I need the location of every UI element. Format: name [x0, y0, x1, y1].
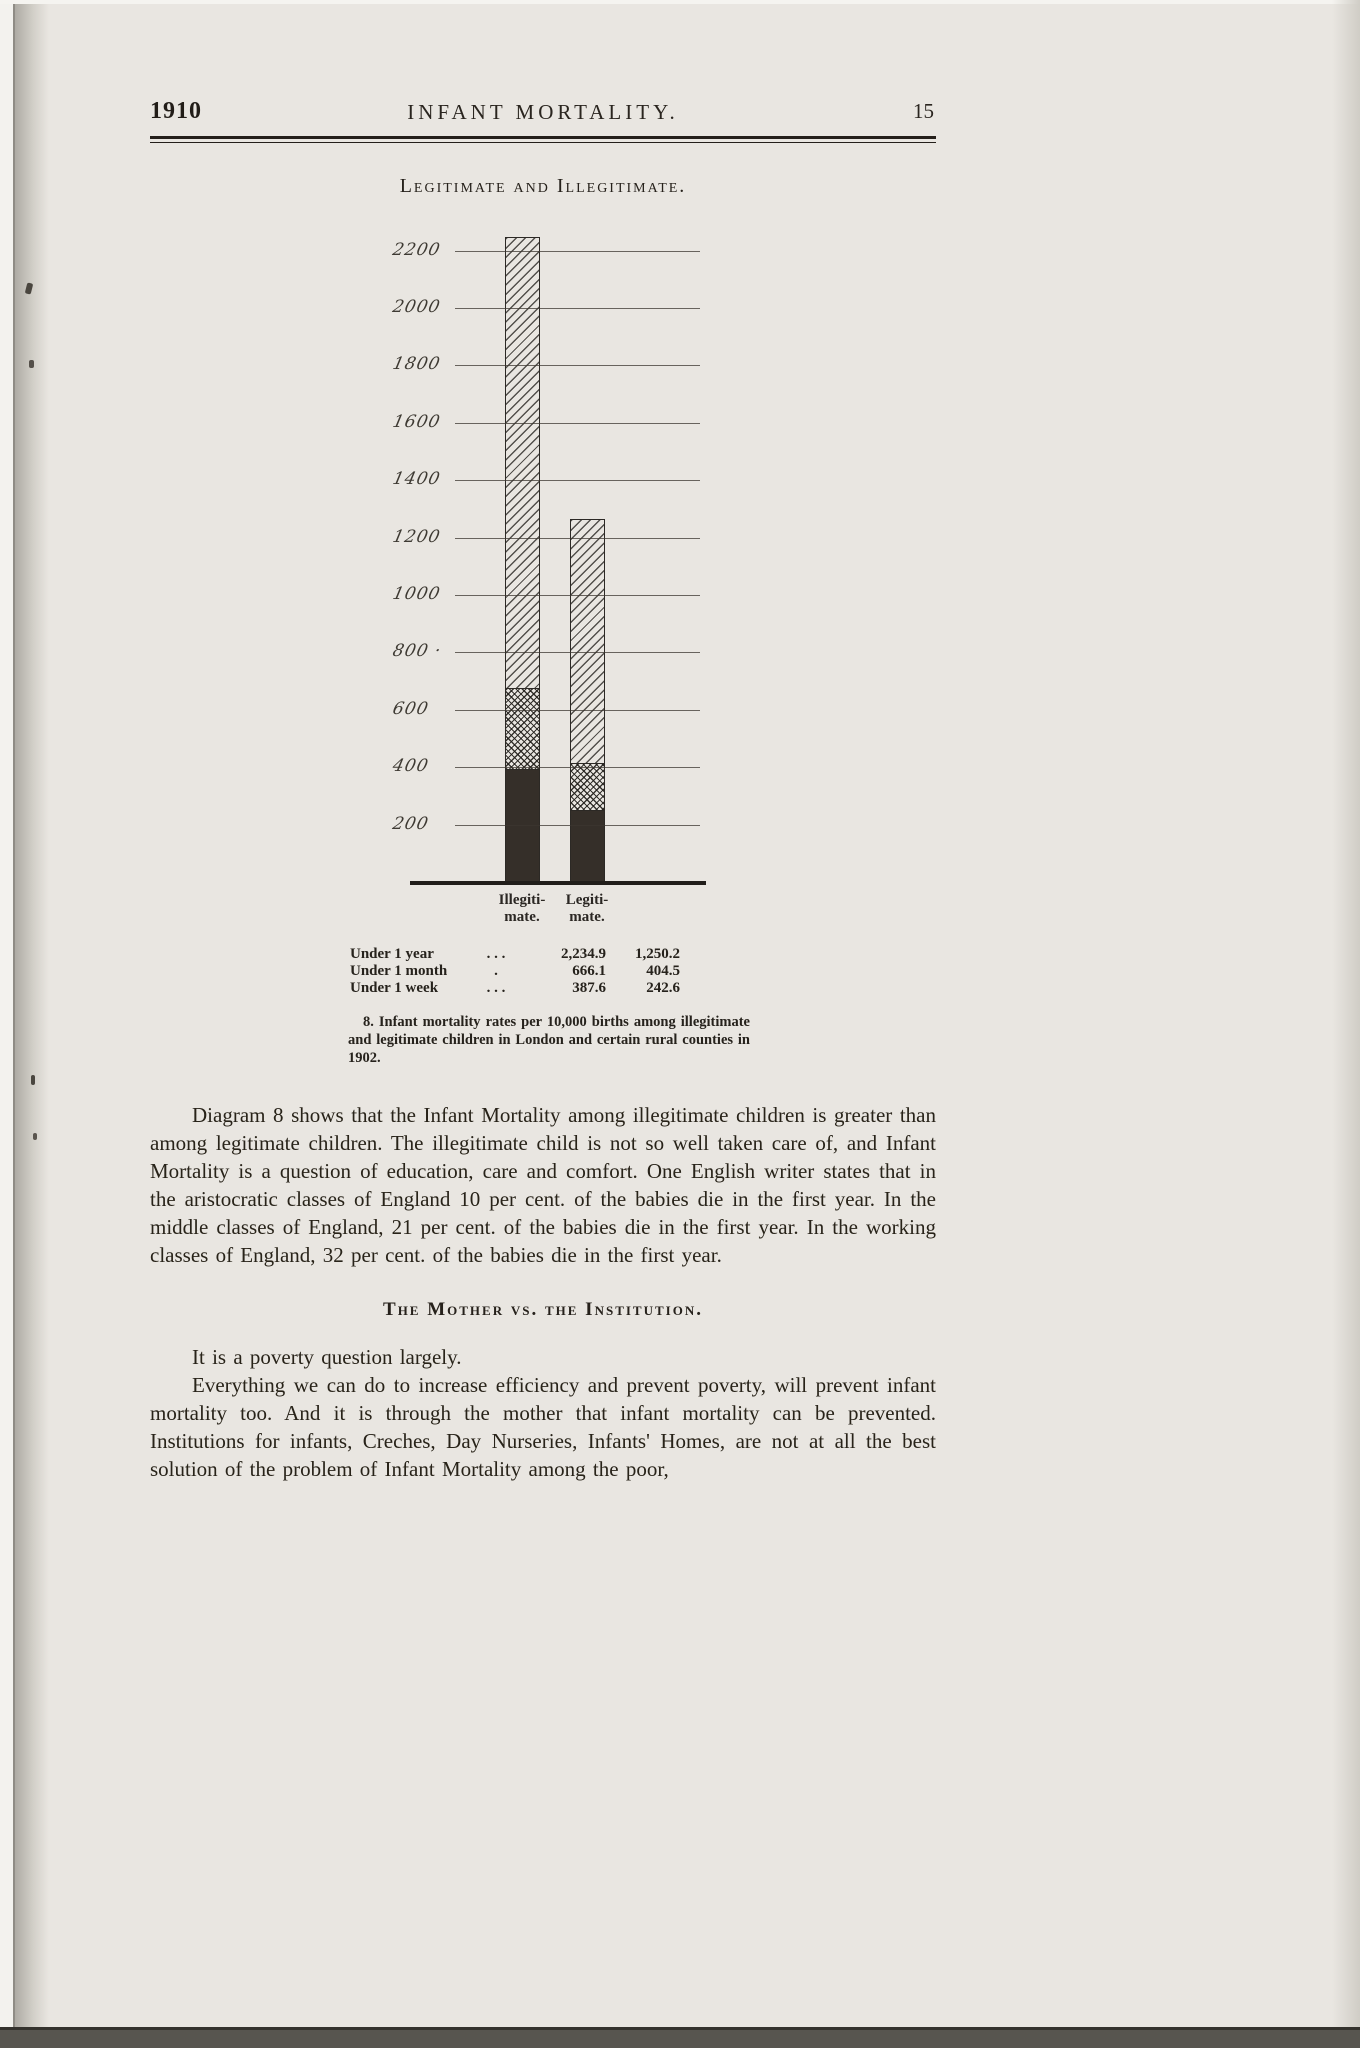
row-label: Under 1 week: [350, 980, 439, 996]
header-year: 1910: [150, 98, 202, 124]
chart-plot: [390, 222, 700, 882]
gridline-1000: [390, 584, 700, 605]
chart-title: Legitimate and Illegitimate.: [399, 175, 687, 197]
scan-artifact: [33, 1133, 37, 1140]
category-label-line: Legiti-: [565, 892, 609, 908]
y-tick-label: 800 ·: [390, 641, 444, 662]
scan-artifact: [29, 360, 34, 368]
y-tick-label: 1800: [390, 354, 443, 375]
gridline-1200: [390, 526, 700, 547]
body-paragraph-3: Everything we can do to increase efficiency and prevent poverty, will prevent infant mortality too. And it is through the mother that infant mortality can be prevented. Institutions for infants, Creches, Day Nurseries, Infants' Homes, are not at all the best solution of the problem of Infant Mortality among the poor,: [150, 1373, 936, 1481]
y-tick-label: 2000: [390, 297, 443, 318]
row-dots: .: [494, 963, 498, 979]
diagram-8-chart: [390, 222, 730, 936]
y-tick-label: 1400: [390, 469, 443, 490]
gridline-1800: [390, 354, 700, 375]
bar-illegitimate: [505, 237, 540, 882]
legitimate-value: 404.5: [646, 963, 680, 979]
mortality-rates-table: [350, 946, 682, 997]
illegitimate-value: 666.1: [572, 963, 606, 979]
scan-bottom-band: [0, 2027, 1360, 2048]
row-dots: . . .: [486, 946, 506, 962]
gridline-200: [390, 813, 700, 834]
legitimate-value: 242.6: [646, 980, 680, 996]
bar-legitimate: [570, 519, 605, 882]
y-tick-label: 1000: [390, 584, 443, 605]
header-rule-thick: [150, 136, 936, 139]
row-label: Under 1 month: [350, 963, 448, 979]
y-tick-label: 1600: [390, 411, 443, 432]
figure-number: 8.: [363, 1014, 374, 1030]
chart-baseline: [410, 881, 706, 885]
category-label-legitimate: [566, 892, 609, 927]
figure-caption-text: Infant mortality rates per 10,000 births among illegitimate and legitimate children in London and certain rural counties in 1902.: [348, 1014, 750, 1066]
gridline-400: [390, 756, 700, 777]
chart-category-labels: [400, 892, 730, 936]
gridline-800: [390, 641, 700, 662]
y-tick-label: 200: [390, 813, 431, 834]
illegitimate-value: 387.6: [572, 980, 606, 996]
book-gutter-shadow: [13, 0, 49, 2048]
bar-segment-under-1-week-legitimate: [571, 811, 604, 881]
body-paragraph-1: Diagram 8 shows that the Infant Mortality among illegitimate children is greater than among legitimate children. The illegitimate child is not so well taken care of, and Infant Mortality is a question of education, care and comfort. One English writer states that in the aristocratic classes of England 10 per cent. of the babies die in the first year. In the middle classes of England, 21 per cent. of the babies die in the first year. In the working classes of England, 32 per cent. of the babies die in the first year.: [150, 1103, 936, 1267]
book-gutter-white-strip: [0, 0, 13, 2048]
bar-segment-under-1-year-illegitimate: [506, 238, 539, 688]
running-header: [150, 98, 936, 130]
y-tick-label: 1200: [390, 526, 443, 547]
row-label: Under 1 year: [350, 946, 434, 962]
bar-segment-under-1-year-legitimate: [571, 520, 604, 763]
category-label-illegitimate: [499, 892, 546, 927]
gridline-600: [390, 698, 700, 719]
header-title: INFANT MORTALITY.: [407, 100, 679, 124]
gridline-2200: [390, 239, 700, 260]
section-heading: The Mother vs. the Institution.: [383, 1299, 703, 1320]
y-tick-label: 600: [390, 698, 431, 719]
header-rule-thin: [150, 142, 936, 143]
scan-artifact: [31, 1075, 35, 1085]
gridline-2000: [390, 297, 700, 318]
illegitimate-value: 2,234.9: [561, 946, 606, 962]
category-label-line: mate.: [569, 909, 605, 926]
bar-segment-under-1-month-illegitimate: [506, 688, 539, 770]
figure-caption: [348, 1013, 750, 1067]
page-content: [150, 0, 936, 1483]
table-row: [350, 963, 682, 980]
legitimate-value: 1,250.2: [635, 946, 680, 962]
bar-segment-under-1-month-legitimate: [571, 763, 604, 811]
row-dots: . . .: [486, 980, 506, 996]
category-label-line: mate.: [504, 909, 540, 926]
page-number: 15: [913, 99, 934, 123]
scan-right-shadow: [1332, 0, 1360, 2048]
y-tick-label: 2200: [390, 239, 443, 260]
gridline-1600: [390, 411, 700, 432]
gridline-1400: [390, 469, 700, 490]
table-row: [350, 946, 682, 963]
y-tick-label: 400: [390, 756, 431, 777]
body-paragraph-2: It is a poverty question largely.: [192, 1345, 462, 1369]
category-label-line: Illegiti-: [498, 892, 546, 908]
table-row: [350, 980, 682, 997]
